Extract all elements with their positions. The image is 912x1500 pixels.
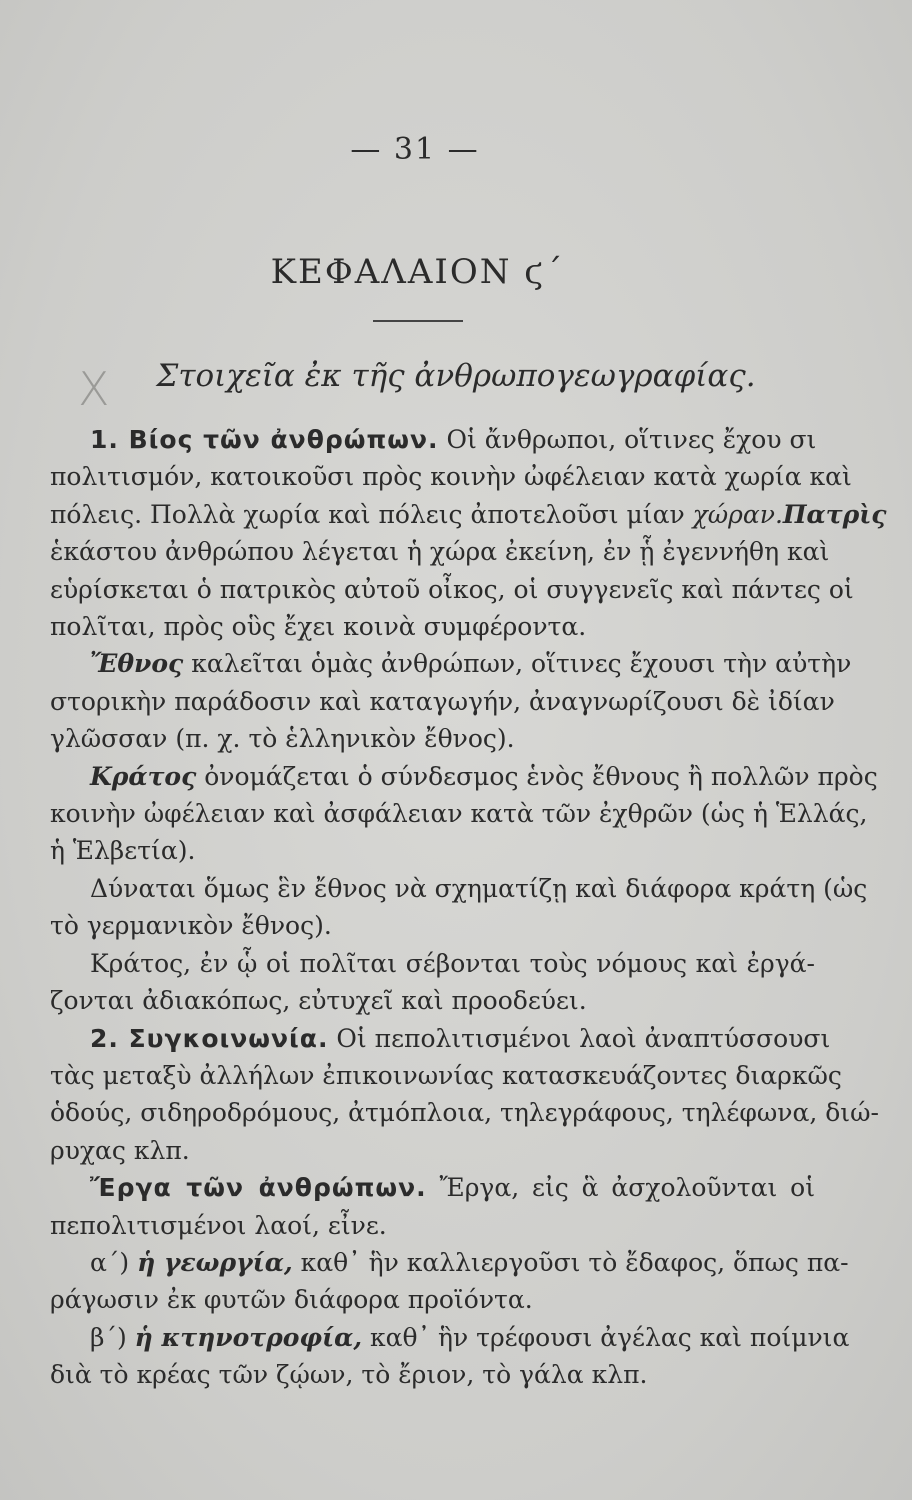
subsection-heading: 1. Βίος τῶν ἀνθρώπων. <box>90 425 439 454</box>
page-number: — 31 — <box>350 132 480 167</box>
text-line: ὁδούς, σιδηροδρόμους, ἀτμόπλοια, τηλεγράφους, τηλέφωνα, διώ- <box>50 1098 879 1128</box>
term: ἡ κτηνοτροφία, <box>134 1322 363 1352</box>
chapter-title: ΚΕΦΑΛΑΙΟΝ ϛ΄ <box>270 252 565 292</box>
term: Ἔθνος <box>90 649 184 679</box>
text-line: κοινὴν ὠφέλειαν καὶ ἀσφάλειαν κατὰ τῶν ἐχθρῶν (ὡς ἡ Ἑλλάς, <box>50 799 868 829</box>
text-line: στορικὴν παράδοσιν καὶ καταγωγήν, ἀναγνωρίζουσι δὲ ἰδίαν <box>50 686 835 716</box>
text-line: α΄) ἡ γεωργία, καθ᾽ ἣν καλλιεργοῦσι τὸ ἔδαφος, ὅπως πα- <box>90 1247 849 1277</box>
text-line: Κράτος ὀνομάζεται ὁ σύνδεσμος ἑνὸς ἔθνους ἢ πολλῶν πρὸς <box>90 761 878 791</box>
term: Κράτος <box>90 761 197 791</box>
text-line: Δύναται ὅμως ἓν ἔθνος νὰ σχηματίζῃ καὶ διάφορα κράτη (ὡς <box>90 873 868 903</box>
text-line: ράγωσιν ἐκ φυτῶν διάφορα προϊόντα. <box>50 1285 533 1315</box>
text-line: πεπολιτισμένοι λαοί, εἶνε. <box>50 1210 387 1240</box>
term: Πατρὶς <box>782 499 887 529</box>
subsection-heading: 2. Συγκοινωνία. <box>90 1023 329 1053</box>
text-line: Ἔργα τῶν ἀνθρώπων. Ἔργα, εἰς ἃ ἀσχολοῦνται οἱ <box>90 1173 816 1203</box>
title-rule <box>373 320 463 322</box>
text-line: 1. Βίος τῶν ἀνθρώπων. Οἱ ἄνθρωποι, οἵτινες ἔχου σι <box>90 425 817 454</box>
text-line: γλῶσσαν (π. χ. τὸ ἑλληνικὸν ἔθνος). <box>50 724 515 754</box>
text-line: διὰ τὸ κρέας τῶν ζῴων, τὸ ἔριον, τὸ γάλα κλπ. <box>50 1360 648 1390</box>
term: ἡ γεωργία, <box>137 1247 293 1277</box>
text-line: Κράτος, ἐν ᾧ οἱ πολῖται σέβονται τοὺς νόμους καὶ ἐργά- <box>90 948 815 978</box>
text-line: ζονται ἀδιακόπως, εὐτυχεῖ καὶ προοδεύει. <box>50 986 587 1016</box>
subsection-heading: Ἔργα τῶν ἀνθρώπων. <box>90 1173 427 1203</box>
text-line: τὸ γερμανικὸν ἔθνος). <box>50 911 332 941</box>
text-line: ἡ Ἑλβετία). <box>50 836 196 866</box>
text-line: εὑρίσκεται ὁ πατρικὸς αὐτοῦ οἶκος, οἱ συγγενεῖς καὶ πάντες οἱ <box>50 574 854 604</box>
text-line: 2. Συγκοινωνία. Οἱ πεπολιτισμένοι λαοὶ ἀναπτύσσουσι <box>90 1023 831 1053</box>
text-line: πολιτισμόν, κατοικοῦσι πρὸς κοινὴν ὠφέλειαν κατὰ χωρία καὶ <box>50 462 852 492</box>
section-title: Στοιχεῖα ἐκ τῆς ἀνθρωπογεωγραφίας. <box>156 358 756 394</box>
text-line: πόλεις. Πολλὰ χωρία καὶ πόλεις ἀποτελοῦσι μίαν χώραν.Πατρὶς <box>50 499 887 529</box>
pencil-mark: X <box>78 362 110 416</box>
text-line: τὰς μεταξὺ ἀλλήλων ἐπικοινωνίας κατασκευάζοντες διαρκῶς <box>50 1060 842 1090</box>
text-line: Ἔθνος καλεῖται ὁμὰς ἀνθρώπων, οἵτινες ἔχουσι τὴν αὐτὴν <box>90 649 852 679</box>
text-line: ρυχας κλπ. <box>50 1135 190 1165</box>
text-line: πολῖται, πρὸς οὓς ἔχει κοινὰ συμφέροντα. <box>50 612 587 642</box>
text-line: β΄) ἡ κτηνοτροφία, καθ᾽ ἣν τρέφουσι ἀγέλας καὶ ποίμνια <box>90 1322 850 1352</box>
body-text <box>50 421 887 1394</box>
text-line: ἑκάστου ἀνθρώπου λέγεται ἡ χώρα ἐκείνη, ἐν ᾗ ἐγεννήθη καὶ <box>50 537 830 567</box>
